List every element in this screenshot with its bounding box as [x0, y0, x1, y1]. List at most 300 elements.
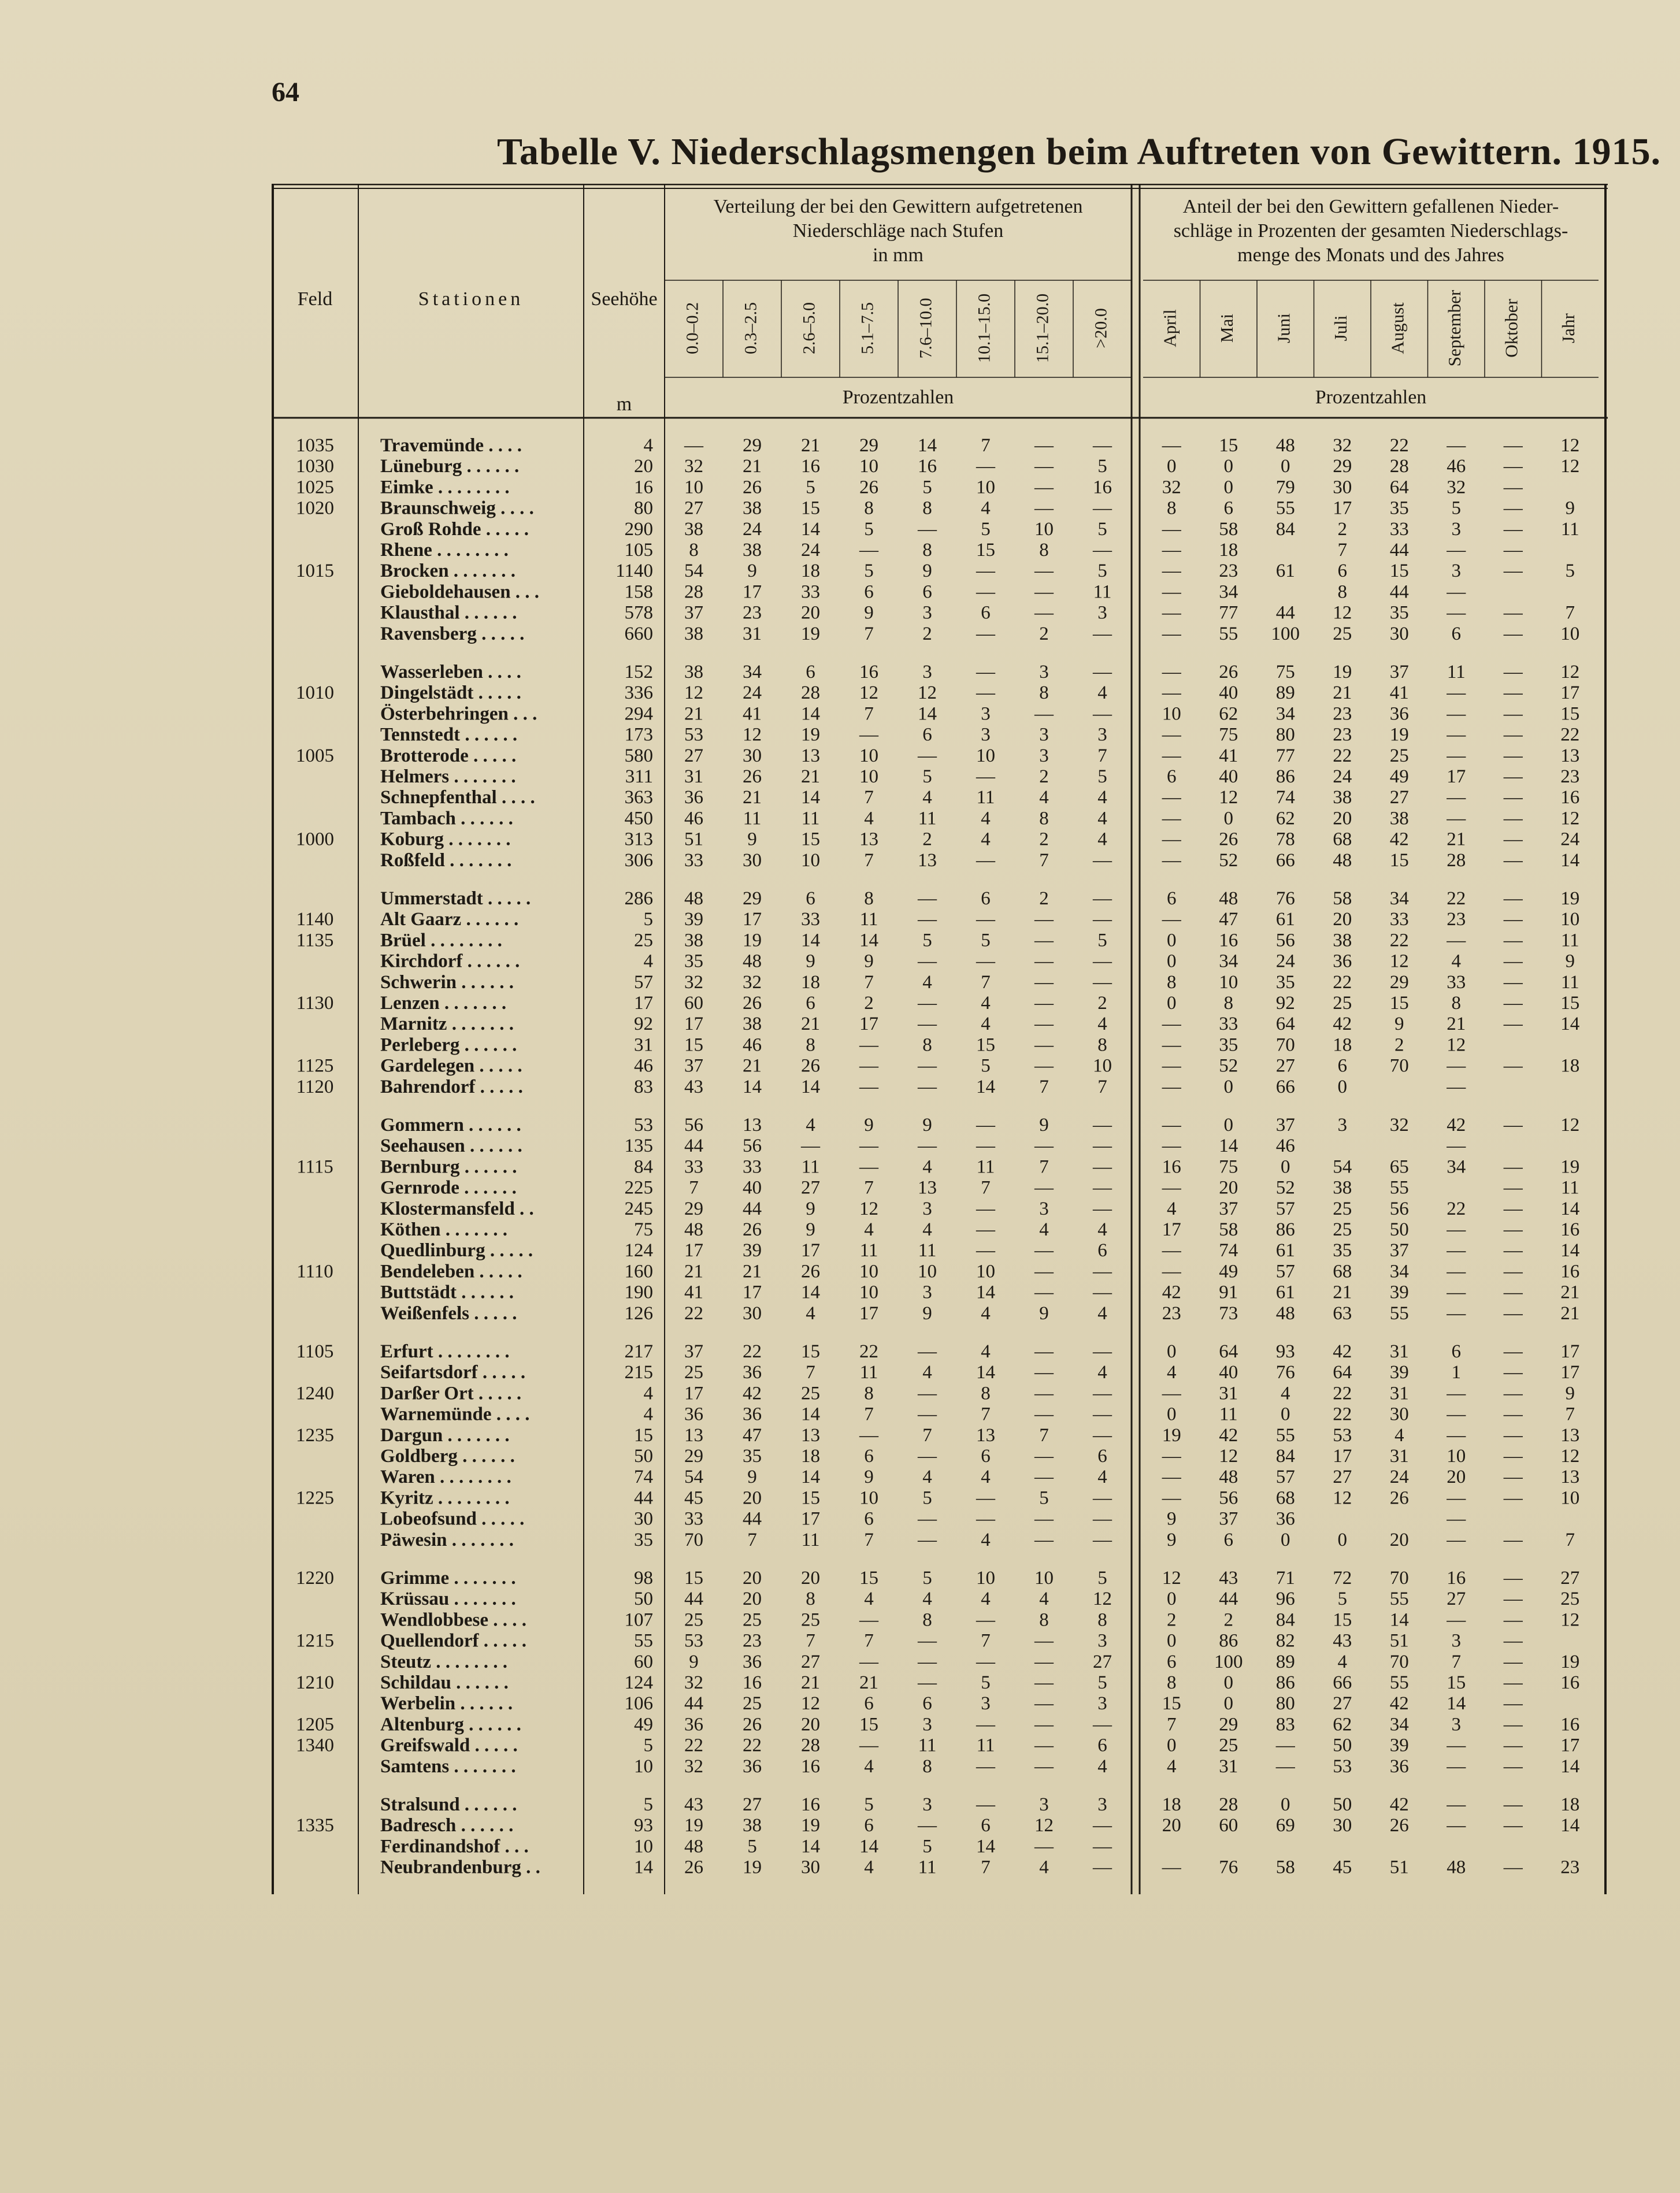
stufe-value: 38 — [684, 930, 703, 951]
anteil-value: 0 — [1167, 930, 1177, 951]
feld-number: 1340 — [296, 1735, 334, 1756]
anteil-value: 0 — [1281, 1404, 1290, 1425]
anteil-value: 0 — [1223, 1693, 1233, 1715]
anteil-value: — — [1447, 1383, 1466, 1404]
anteil-value: 26 — [1389, 1487, 1409, 1509]
anteil-value: 28 — [1389, 456, 1409, 477]
stufe-value: 24 — [743, 518, 762, 540]
anteil-value: 23 — [1219, 561, 1238, 582]
anteil-value: — — [1503, 1735, 1523, 1756]
stufe-value: 10 — [859, 1487, 878, 1509]
stufe-value: 11 — [1093, 581, 1112, 603]
anteil-value: — — [1447, 1424, 1466, 1446]
station-name: Seifartsdorf . . . . . — [380, 1362, 526, 1383]
seehoehe-value: 84 — [634, 1156, 653, 1178]
station-name: Badresch . . . . . . — [380, 1815, 514, 1836]
anteil-value: 43 — [1219, 1568, 1238, 1589]
anteil-value: 53 — [1333, 1424, 1352, 1446]
anteil-value: 13 — [1560, 745, 1580, 766]
anteil-value: 66 — [1333, 1672, 1352, 1693]
stufe-value: 2 — [922, 623, 932, 644]
header-stufe: 0.3–2.5 — [741, 302, 761, 354]
stufe-value: 7 — [747, 1529, 757, 1550]
stufe-value: — — [859, 1424, 878, 1446]
stufe-value: 36 — [743, 1404, 762, 1425]
anteil-value: 72 — [1333, 1568, 1352, 1589]
stufe-value: 4 — [806, 1303, 815, 1324]
stufe-value: 8 — [922, 1034, 932, 1056]
stufe-value: 4 — [1097, 787, 1107, 808]
feld-number: 1035 — [296, 435, 334, 456]
anteil-value: 27 — [1560, 1568, 1580, 1589]
stufe-value: — — [976, 662, 995, 682]
stufe-value: 7 — [1039, 849, 1049, 871]
page-number: 64 — [272, 77, 299, 107]
stufe-value: 10 — [859, 1282, 878, 1303]
anteil-value: — — [1447, 745, 1466, 766]
anteil-value: 60 — [1219, 1815, 1238, 1836]
stufe-value: 7 — [864, 849, 874, 871]
stufe-value: 6 — [981, 1815, 991, 1836]
anteil-value: — — [1162, 1446, 1181, 1467]
seehoehe-value: 294 — [624, 703, 653, 725]
anteil-value: — — [1447, 1609, 1466, 1631]
anteil-value: 64 — [1219, 1341, 1238, 1362]
anteil-value: 27 — [1447, 1589, 1466, 1610]
stufe-value: — — [1034, 1756, 1054, 1777]
anteil-value: 7 — [1565, 1529, 1575, 1550]
station-name: Bernburg . . . . . . — [380, 1156, 517, 1178]
seehoehe-value: 336 — [624, 682, 653, 704]
anteil-value: 3 — [1451, 1630, 1461, 1652]
anteil-value: 41 — [1389, 682, 1409, 704]
anteil-value: 47 — [1219, 909, 1238, 930]
anteil-value: 12 — [1389, 951, 1409, 972]
anteil-value: 6 — [1167, 766, 1177, 787]
station-name: Tennstedt . . . . . . — [380, 724, 518, 745]
anteil-value: 7 — [1337, 540, 1347, 561]
anteil-value: 64 — [1389, 477, 1409, 498]
anteil-value: — — [1447, 1240, 1466, 1261]
anteil-value: — — [1503, 930, 1523, 951]
anteil-value: 14 — [1560, 1198, 1580, 1219]
stufe-value: 22 — [743, 1341, 762, 1362]
seehoehe-value: 50 — [634, 1589, 653, 1610]
stufe-value: 13 — [801, 1424, 820, 1446]
stufe-value: 8 — [864, 1383, 874, 1404]
anteil-value: 75 — [1219, 724, 1238, 745]
header-seehoehe: Seehöhe — [591, 288, 658, 310]
anteil-value: 26 — [1389, 1815, 1409, 1836]
stufe-value: 10 — [976, 745, 995, 766]
stufe-value: 3 — [1097, 1794, 1107, 1815]
anteil-value: 24 — [1560, 829, 1580, 850]
stufe-value: 17 — [743, 581, 762, 603]
stufe-value: — — [859, 1156, 878, 1178]
stufe-value: 9 — [1039, 1303, 1049, 1324]
anteil-value: 10 — [1219, 971, 1238, 993]
anteil-value: 37 — [1389, 1240, 1409, 1261]
stufe-value: 20 — [801, 1568, 820, 1589]
anteil-value: 11 — [1560, 930, 1579, 951]
stufe-value: 21 — [684, 1261, 703, 1282]
table-title: Tabelle V. Niederschlagsmengen beim Auftreten von Gewittern. 1915. — [497, 131, 1662, 173]
anteil-value: — — [1503, 909, 1523, 930]
stufe-value: 15 — [684, 1568, 703, 1589]
stufe-value: 12 — [684, 682, 703, 704]
stufe-value: — — [1093, 1714, 1112, 1735]
anteil-value: — — [1447, 1282, 1466, 1303]
stufe-value: 12 — [801, 1693, 820, 1715]
stufe-value: 5 — [922, 477, 932, 498]
anteil-value: 58 — [1219, 518, 1238, 540]
stufe-value: 8 — [1097, 1609, 1107, 1631]
stufe-value: 26 — [743, 1219, 762, 1240]
anteil-value: 51 — [1389, 1630, 1409, 1652]
anteil-value: 16 — [1162, 1156, 1181, 1178]
stufe-value: 33 — [684, 1508, 703, 1530]
anteil-value: 24 — [1333, 766, 1352, 787]
stufe-value: 7 — [806, 1362, 815, 1383]
stufe-value: 6 — [922, 1693, 932, 1715]
stufe-value: 16 — [918, 456, 937, 477]
anteil-value: 14 — [1560, 1756, 1580, 1777]
stufe-value: — — [976, 1219, 995, 1240]
stufe-value: 11 — [918, 808, 937, 829]
stufe-value: 6 — [922, 724, 932, 745]
stufe-value: 7 — [1039, 1076, 1049, 1097]
stufe-value: 5 — [922, 766, 932, 787]
stufe-value: 8 — [922, 1756, 932, 1777]
stufe-value: 5 — [747, 1836, 757, 1857]
stufe-value: 8 — [864, 888, 874, 909]
stufe-value: 20 — [743, 1487, 762, 1509]
seehoehe-value: 190 — [624, 1282, 653, 1303]
stufe-value: 4 — [1097, 682, 1107, 704]
anteil-value: 42 — [1389, 1693, 1409, 1715]
station-name: Schnepfenthal . . . . — [380, 787, 535, 808]
feld-number: 1030 — [296, 456, 334, 477]
stufe-value: 44 — [684, 1693, 703, 1715]
stufe-value: 42 — [743, 1383, 762, 1404]
stufe-value: — — [1093, 1136, 1112, 1157]
stufe-value: 4 — [922, 971, 932, 993]
stufe-value: — — [1034, 1282, 1054, 1303]
stufe-value: 4 — [1097, 829, 1107, 850]
anteil-value: 22 — [1389, 930, 1409, 951]
stufe-value: 9 — [806, 951, 815, 972]
seehoehe-value: 93 — [634, 1815, 653, 1836]
stufe-value: 7 — [864, 971, 874, 993]
stufe-value: 17 — [801, 1240, 820, 1261]
station-name: Bahrendorf . . . . . — [380, 1076, 523, 1097]
anteil-value: — — [1447, 1487, 1466, 1509]
anteil-value: — — [1503, 561, 1523, 582]
anteil-value: 3 — [1451, 1714, 1461, 1735]
anteil-value: 2 — [1395, 1034, 1404, 1056]
station-name: Goldberg . . . . . . — [380, 1446, 515, 1467]
feld-number: 1025 — [296, 477, 334, 498]
stufe-value: 21 — [684, 703, 703, 725]
station-name: Köthen . . . . . . . — [380, 1219, 508, 1240]
anteil-value: — — [1503, 787, 1523, 808]
anteil-value: 21 — [1447, 1014, 1466, 1035]
seehoehe-value: 4 — [643, 435, 653, 456]
anteil-value: — — [1503, 1487, 1523, 1509]
anteil-value: 32 — [1333, 435, 1352, 456]
anteil-value: 36 — [1389, 1756, 1409, 1777]
anteil-value: 19 — [1560, 1156, 1580, 1178]
anteil-value: 77 — [1219, 602, 1238, 624]
stufe-value: — — [976, 1651, 995, 1672]
header-stufe: 15.1–20.0 — [1033, 294, 1052, 363]
anteil-value: 7 — [1565, 1404, 1575, 1425]
stufe-value: — — [918, 1341, 937, 1362]
stufe-value: 14 — [859, 930, 878, 951]
anteil-value: 35 — [1219, 1034, 1238, 1056]
anteil-value: 21 — [1447, 829, 1466, 850]
stufe-value: 12 — [743, 724, 762, 745]
header-monat: Oktober — [1501, 299, 1522, 358]
anteil-value: — — [1447, 1303, 1466, 1324]
anteil-value: 23 — [1560, 1857, 1580, 1878]
anteil-value: 17 — [1333, 498, 1352, 519]
anteil-value: 29 — [1389, 971, 1409, 993]
anteil-value: 2 — [1167, 1609, 1177, 1631]
station-name: Ummerstadt . . . . . — [380, 888, 531, 909]
anteil-value: 43 — [1333, 1630, 1352, 1652]
stufe-value: — — [1034, 1261, 1054, 1282]
anteil-value: 17 — [1560, 1362, 1580, 1383]
stufe-value: 4 — [981, 1014, 991, 1035]
header-group2-line: menge des Monats und des Jahres — [1237, 244, 1504, 266]
anteil-value: 0 — [1223, 808, 1233, 829]
anteil-value: 50 — [1333, 1735, 1352, 1756]
stufe-value: 26 — [684, 1857, 703, 1878]
seehoehe-value: 44 — [634, 1487, 653, 1509]
anteil-value: — — [1503, 1115, 1523, 1136]
stufe-value: 14 — [976, 1282, 995, 1303]
anteil-value: 5 — [1451, 498, 1461, 519]
stufe-value: 26 — [743, 1714, 762, 1735]
anteil-value: 4 — [1337, 1651, 1347, 1672]
anteil-value: — — [1503, 724, 1523, 745]
seehoehe-value: 20 — [634, 456, 653, 477]
anteil-value: — — [1503, 1240, 1523, 1261]
stufe-value: 8 — [1039, 682, 1049, 704]
stufe-value: 7 — [981, 1857, 991, 1878]
station-name: Travemünde . . . . — [380, 435, 522, 456]
stufe-value: 10 — [1034, 518, 1054, 540]
anteil-value: 38 — [1333, 930, 1352, 951]
stufe-value: 3 — [1097, 1693, 1107, 1715]
anteil-value: 50 — [1333, 1794, 1352, 1815]
anteil-value: 13 — [1560, 1467, 1580, 1488]
anteil-value: 20 — [1389, 1529, 1409, 1550]
anteil-value: 55 — [1389, 1177, 1409, 1198]
anteil-value: — — [1503, 1177, 1523, 1198]
stufe-value: 11 — [801, 1529, 820, 1550]
anteil-value: 16 — [1560, 787, 1580, 808]
anteil-value: 19 — [1333, 662, 1352, 682]
anteil-value: 3 — [1451, 561, 1461, 582]
anteil-value: 55 — [1219, 623, 1238, 644]
stufe-value: 4 — [922, 1467, 932, 1488]
stufe-value: 36 — [684, 1714, 703, 1735]
stufe-value: 45 — [684, 1487, 703, 1509]
stufe-value: 4 — [981, 1341, 991, 1362]
stufe-value: 14 — [801, 703, 820, 725]
header-stufe: 7.6–10.0 — [916, 298, 936, 359]
anteil-value: 7 — [1167, 1714, 1177, 1735]
stufe-value: 32 — [684, 1672, 703, 1693]
stufe-value: — — [1034, 1651, 1054, 1672]
anteil-value: 44 — [1389, 540, 1409, 561]
stufe-value: 35 — [743, 1446, 762, 1467]
anteil-value: — — [1503, 766, 1523, 787]
anteil-value: 9 — [1565, 951, 1575, 972]
anteil-value: 17 — [1333, 1446, 1352, 1467]
anteil-value: — — [1503, 888, 1523, 909]
anteil-value: 44 — [1219, 1589, 1238, 1610]
anteil-value: 53 — [1333, 1756, 1352, 1777]
stufe-value: 5 — [981, 1055, 991, 1077]
stufe-value: 12 — [1034, 1815, 1054, 1836]
anteil-value: 11 — [1447, 662, 1466, 682]
anteil-value: 62 — [1275, 808, 1295, 829]
stufe-value: 3 — [1097, 602, 1107, 624]
stufe-value: 6 — [1097, 1735, 1107, 1756]
anteil-value: 55 — [1275, 498, 1295, 519]
stufe-value: 4 — [1039, 787, 1049, 808]
stufe-value: 4 — [922, 1156, 932, 1178]
stufe-value: 10 — [859, 456, 878, 477]
seehoehe-value: 286 — [624, 888, 653, 909]
seehoehe-value: 1140 — [615, 561, 653, 582]
stufe-value: 29 — [859, 435, 878, 456]
stufe-value: 3 — [922, 1714, 932, 1735]
anteil-value: 17 — [1162, 1219, 1181, 1240]
anteil-value: — — [1447, 1055, 1466, 1077]
stufe-value: — — [801, 1136, 820, 1157]
anteil-value: 27 — [1333, 1467, 1352, 1488]
stufe-value: 14 — [976, 1836, 995, 1857]
anteil-value: 93 — [1275, 1341, 1295, 1362]
anteil-value: 26 — [1219, 829, 1238, 850]
anteil-value: 31 — [1219, 1756, 1238, 1777]
stufe-value: — — [1093, 1177, 1112, 1198]
stufe-value: — — [918, 1630, 937, 1652]
stufe-value: 2 — [1039, 829, 1049, 850]
anteil-value: 18 — [1560, 1794, 1580, 1815]
stufe-value: 24 — [743, 682, 762, 704]
station-name: Gardelegen . . . . . — [380, 1055, 522, 1077]
anteil-value: 5 — [1565, 561, 1575, 582]
stufe-value: 4 — [864, 1589, 874, 1610]
stufe-value: — — [918, 1529, 937, 1550]
stufe-value: 4 — [1097, 1362, 1107, 1383]
stufe-value: 14 — [801, 787, 820, 808]
anteil-value: 38 — [1333, 1177, 1352, 1198]
anteil-value: 23 — [1447, 909, 1466, 930]
feld-number: 1210 — [296, 1672, 334, 1693]
stufe-value: 20 — [743, 1568, 762, 1589]
stufe-value: 4 — [1097, 808, 1107, 829]
anteil-value: — — [1503, 1589, 1523, 1610]
anteil-value: 42 — [1389, 1794, 1409, 1815]
stufe-value: 9 — [922, 1303, 932, 1324]
stufe-value: 6 — [1097, 1240, 1107, 1261]
anteil-value: 20 — [1333, 808, 1352, 829]
stufe-value: 6 — [864, 1693, 874, 1715]
anteil-value: 29 — [1219, 1714, 1238, 1735]
anteil-value: 44 — [1389, 581, 1409, 603]
feld-number: 1220 — [296, 1568, 334, 1589]
stufe-value: 18 — [801, 1446, 820, 1467]
stufe-value: — — [1034, 1836, 1054, 1857]
anteil-value: 6 — [1451, 623, 1461, 644]
anteil-value: 18 — [1162, 1794, 1181, 1815]
anteil-value: 55 — [1389, 1303, 1409, 1324]
stufe-value: 33 — [684, 1156, 703, 1178]
anteil-value: 40 — [1219, 1362, 1238, 1383]
station-name: Braunschweig . . . . — [380, 498, 534, 519]
anteil-value: 89 — [1275, 1651, 1295, 1672]
seehoehe-value: 158 — [624, 581, 653, 603]
stufe-value: 11 — [801, 1156, 820, 1178]
station-name: Steutz . . . . . . . . — [380, 1651, 507, 1672]
stufe-value: 13 — [918, 849, 937, 871]
anteil-value: 18 — [1560, 1055, 1580, 1077]
stufe-value: 36 — [743, 1651, 762, 1672]
anteil-value: 36 — [1333, 951, 1352, 972]
stufe-value: 15 — [859, 1568, 878, 1589]
anteil-value: 23 — [1162, 1303, 1181, 1324]
stufe-value: — — [859, 1609, 878, 1631]
stufe-value: 7 — [864, 1630, 874, 1652]
anteil-value: — — [1447, 1815, 1466, 1836]
anteil-value: 15 — [1560, 993, 1580, 1014]
seehoehe-value: 660 — [624, 623, 653, 644]
anteil-value: 22 — [1389, 435, 1409, 456]
anteil-value: — — [1503, 682, 1523, 704]
anteil-value: 0 — [1167, 1341, 1177, 1362]
anteil-value: 16 — [1560, 1219, 1580, 1240]
stufe-value: — — [1034, 1529, 1054, 1550]
stufe-value: — — [1034, 581, 1054, 603]
anteil-value: 16 — [1447, 1568, 1466, 1589]
stufe-value: 4 — [806, 1115, 815, 1136]
station-name: Lobeofsund . . . . . — [380, 1508, 525, 1530]
stufe-value: 19 — [801, 1815, 820, 1836]
seehoehe-value: 245 — [624, 1198, 653, 1219]
stufe-value: 7 — [981, 1630, 991, 1652]
header-stufe: 10.1–15.0 — [974, 294, 994, 363]
anteil-value: 76 — [1275, 1362, 1295, 1383]
anteil-value: — — [1503, 498, 1523, 519]
stufe-value: 4 — [922, 1362, 932, 1383]
stufe-value: — — [976, 1714, 995, 1735]
stufe-value: 22 — [743, 1735, 762, 1756]
anteil-value: 28 — [1219, 1794, 1238, 1815]
stufe-value: 6 — [922, 581, 932, 603]
anteil-value: 4 — [1395, 1424, 1404, 1446]
anteil-value: 23 — [1560, 766, 1580, 787]
anteil-value: — — [1162, 909, 1181, 930]
anteil-value: — — [1275, 1735, 1295, 1756]
stufe-value: 16 — [801, 456, 820, 477]
stufe-value: 38 — [684, 518, 703, 540]
